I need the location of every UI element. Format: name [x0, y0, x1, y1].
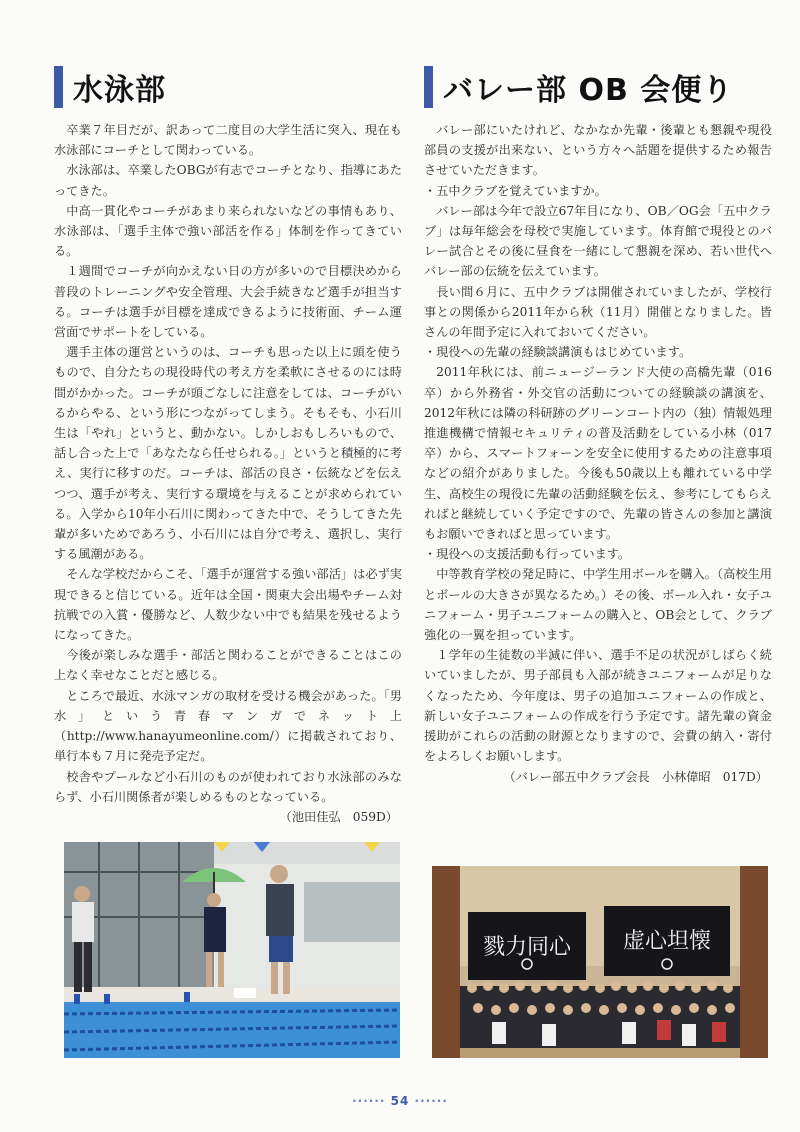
swim-club-body: [54, 120, 402, 827]
banner-left-text: 戮力同心: [482, 935, 572, 960]
paragraph: 長い間６月に、五中クラブは開催されていましたが、学校行事との関係から2011年から秋（11月）開催となりました。皆さんの年間予定に入れておいてください。: [424, 284, 772, 340]
paragraph: バレー部は今年で設立67年目になり、OB／OG会「五中クラブ」は毎年総会を母校で実施しています。体育館で現役とのバレー試合とその後に昼食を一緒にして懇親を深め、若い世代へバレー部の伝統を伝えています。: [424, 203, 772, 279]
bullet-heading: ・現役への先輩の経験談講演もはじめています。: [424, 345, 692, 360]
swim-pool-photo: [64, 842, 400, 1058]
swim-club-heading: [54, 62, 402, 112]
volleyball-signature: （バレー部五中クラブ会長 小林偉昭 017D）: [503, 769, 768, 784]
page-number-value: 54: [390, 1094, 410, 1108]
paragraph: 校舎やプールなど小石川のものが使われており水泳部のみならず、小石川関係者が楽しめるものとなっている。: [54, 769, 402, 804]
heading-accent-bar: [54, 66, 63, 108]
swim-club-article: [54, 62, 402, 827]
paragraph: 中高一貫化やコーチがあまり来られないなどの事情もあり、水泳部は、「選手主体で強い部活を作る」体制を作ってきている。: [54, 203, 402, 259]
paragraph: 卒業７年目だが、訳あって二度目の大学生活に突入、現在も水泳部にコーチとして関わっている。: [54, 123, 402, 158]
swim-club-title: 水泳部: [73, 73, 166, 108]
paragraph: 今後が楽しみな選手・部活と関わることができることはこの上なく幸せなことだと感じる。: [54, 648, 402, 683]
volleyball-group-illustration: [432, 866, 768, 1058]
swim-club-signature: （池田佳弘 059D）: [279, 809, 398, 824]
volleyball-ob-article: [424, 62, 772, 787]
paragraph: 2011年秋には、前ニュージーランド大使の高橋先輩（016卒）から外務省・外交官の活動についての経験談の講演を、2012年秋には隣の科研跡のグリーンコート内の（独）情報処理推進機構で情報セキュリティの普及活動をしている小林（017卒）から、スマートフォーンを安全に使用するための注意事項などの紹介がありました。今後も50歳以上も離れている中学生、高校生の現役に先輩の活動経験を伝え、参考にしてもらえればと継続していく予定ですので、先輩の皆さんの参加と講演もお願いできればと思っています。: [424, 365, 772, 542]
banner-right-text: 虚心坦懐: [622, 929, 712, 954]
paragraph: バレー部にいたけれど、なかなか先輩・後輩とも懇親や現役部員の支援が出来ない、という方々へ話題を提供するため報告させていただきます。: [424, 123, 772, 178]
paragraph: １週間でコーチが向かえない日の方が多いので目標決めから普段のトレーニングや安全管理、大会手続きなど選手が担当する。コーチは選手が目標を達成できるように技術面、チーム運営面でサポートをしている。: [54, 264, 402, 340]
paragraph: １学年の生徒数の半減に伴い、選手不足の状況がしばらく続いていましたが、男子部員も入部が続きユニフォームが足りなくなったため、今年度は、男子の追加ユニフォームの作成と、新しい女子ユニフォームの作成を行う予定です。諸先輩の資金援助がこれらの活動の財源となりますので、会費の納入・寄付をよろしくお願いします。: [424, 648, 772, 764]
page-number-dots-right: ······: [414, 1094, 448, 1108]
bullet-heading: ・現役への支援活動も行っています。: [424, 547, 631, 562]
volleyball-body: [424, 120, 772, 787]
paragraph: ところで最近、水泳マンガの取材を受ける機会があった。「男水」という青春マンガでネット上（http://www.hanayumeonline.com/）に掲載されており、単行本も７月に発売予定だ。: [54, 688, 402, 764]
heading-accent-bar: [424, 66, 433, 108]
paragraph: 水泳部は、卒業したOBGが有志でコーチとなり、指導にあたってきた。: [54, 163, 402, 198]
paragraph: 選手主体の運営というのは、コーチも思った以上に頭を使うもので、自分たちの現役時代の考え方を柔軟にさせるのには時間がかかった。コーチが頭ごなしに注意をしては、コーチがいるからやる、という形につながってしまう。そもそも、小石川生は「やれ」というと、動かない。しかしおもしろいもので、話し合った上で「あなたなら任せられる。」というと積極的に考え、実行に移すのだ。コーチは、部活の良さ・伝統などを伝えつつ、選手が考え、実行する環境を与えることが求められている。入学から10年小石川に関わってきた中で、そうしてきた先輩が多いためであろう、小石川には自分で考え、選択し、実行する風潮がある。: [54, 345, 402, 562]
volleyball-title: バレー部 OB 会便り: [443, 73, 734, 108]
page-number: [0, 1094, 800, 1108]
bullet-heading: ・五中クラブを覚えていますか。: [424, 183, 607, 198]
volleyball-group-photo: [432, 866, 768, 1058]
swim-pool-illustration: [64, 842, 400, 1058]
volleyball-heading: [424, 62, 772, 112]
paragraph: 中等教育学校の発足時に、中学生用ボールを購入。（高校生用とボールの大きさが異なるため。）その後、ボール入れ・女子ユニフォーム・男子ユニフォームの購入と、OB会として、クラブ強化の一翼を担っています。: [424, 567, 772, 643]
paragraph: そんな学校だからこそ、「選手が運営する強い部活」は必ず実現できると信じている。近年は全国・関東大会出場やチーム対抗戦での入賞・優勝など、人数少ない中でも結果を残せるようになってきた。: [54, 567, 402, 643]
page-number-dots-left: ······: [352, 1094, 386, 1108]
